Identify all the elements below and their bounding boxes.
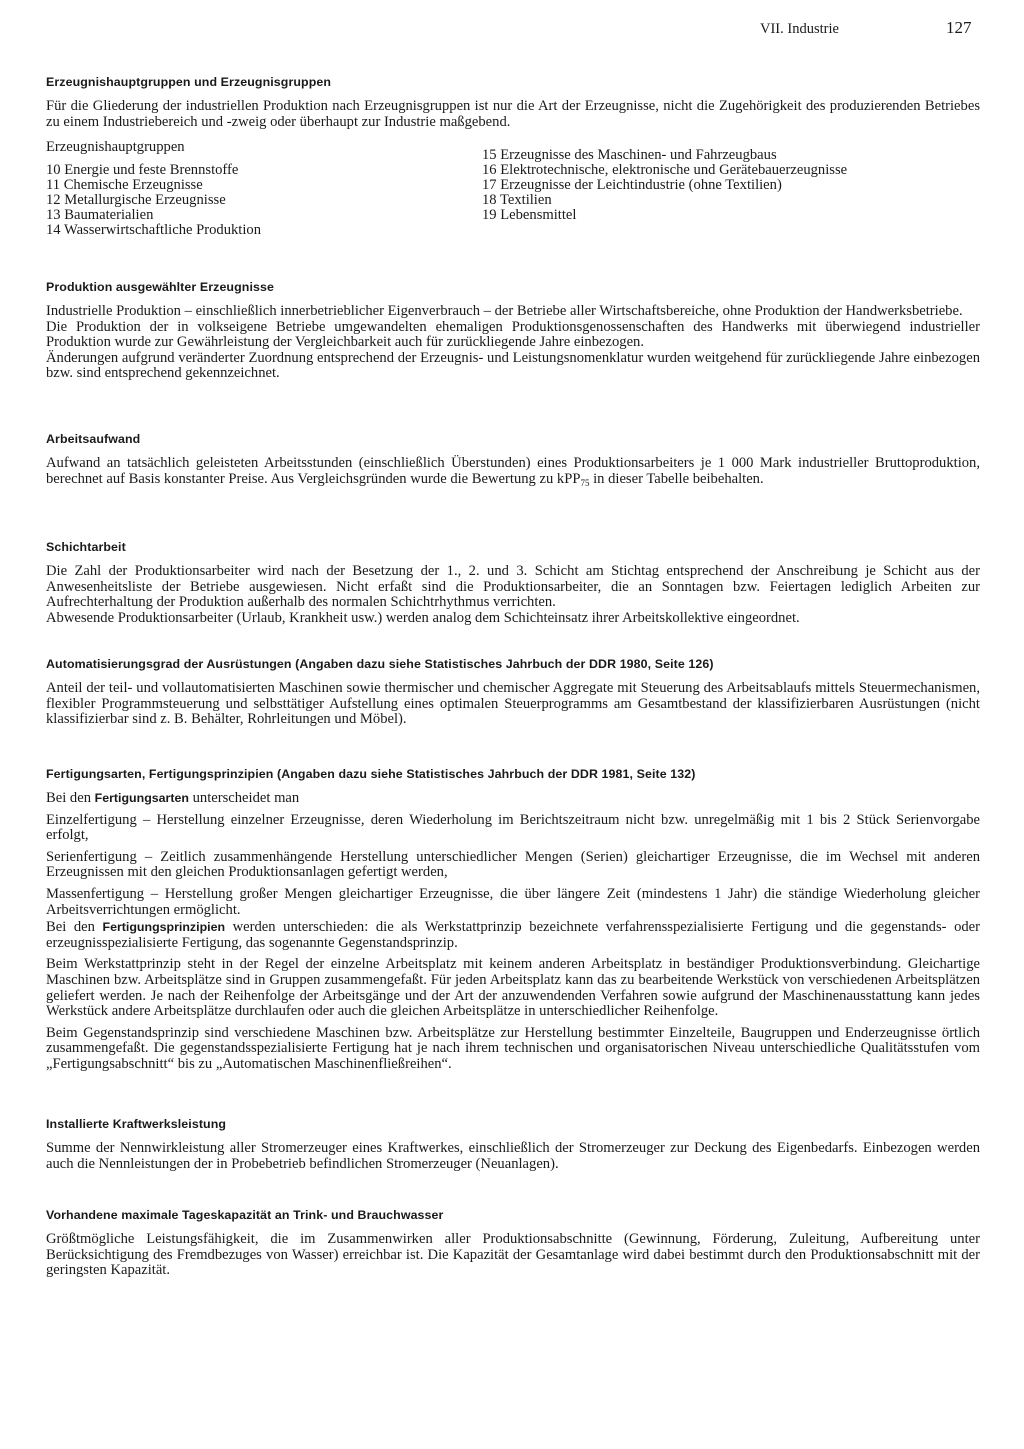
paragraph-text: unterscheidet man <box>188 790 300 806</box>
section-fertigungsarten <box>46 766 980 1076</box>
paragraph: Beim Gegenstandsprinzip sind verschiedene Maschinen bzw. Arbeitsplätze zur Herstellung bestimmter Einzelteile, Baugruppen und Enderzeugnisse örtlich zusammengefaßt. Die gegenstandsspezialisierte Fertigung hat je nach ihrem technischen und organisatorischen Niveau unterschiedliche Qualitätsstufen vom „Fertigungsabschnitt“ bis zu „Automatischen Maschinenfließreihen“. <box>46 1024 980 1072</box>
paragraph: Größtmögliche Leistungsfähigkeit, die im Zusammenwirken aller Produktionsabschnitte (Gewinnung, Förderung, Zuleitung, Aufbereitung unter Berücksichtigung des Fremdbezuges von Wasser) erreichbar ist. Die Kapazität der Gesamtanlage wird dabei bestimmt durch den Produktionsabschnitt mit der geringsten Kapazität. <box>46 1231 980 1279</box>
paragraph-text: werden unterschieden: die als Werkstattprinzip bezeichnete verfahrensspezialisierte Fertigung und die gegenstands- oder erzeugnisspezialisierte Fertigung, das sogenannte Gegenstandsprinzip. <box>46 919 980 951</box>
section-kraftwerksleistung <box>46 1116 980 1175</box>
section-heading: Installierte Kraftwerksleistung <box>46 1117 227 1131</box>
section-heading: Vorhandene maximale Tageskapazität an Trink- und Brauchwasser <box>46 1208 444 1222</box>
section-produktion <box>46 279 980 382</box>
paragraph-text: Bei den <box>46 919 103 936</box>
page-number: 127 <box>946 18 972 37</box>
emphasis: Fertigungsarten <box>94 791 189 805</box>
paragraph <box>46 920 980 951</box>
paragraph-text: Aufwand an tatsächlich geleisteten Arbeitsstunden (einschließlich Überstunden) eines Produktionsarbeiters je 1 000 Mark industrieller Bruttoproduktion, berechnet auf Basis konstanter Preise. Aus Vergleichsgründen wurde die Bewertung zu kPP <box>46 455 980 487</box>
paragraph: Anteil der teil- und vollautomatisierten Maschinen sowie thermischer und chemischer Aggregate mit Steuerung des Arbeitsablaufs mittels Steuermechanismen, flexibler Programmsteuerung und selbsttätiger Aufstellung eines optimalen Steuerprogramms am Gesamtbestand der klassifizierbaren Ausrüstungen (nicht klassifizierbar sind z. B. Behälter, Rohrleitungen und Möbel). <box>46 680 980 728</box>
list-item: 17 Erzeugnisse der Leichtindustrie (ohne Textilien) <box>482 176 782 193</box>
list-item: 12 Metallurgische Erzeugnisse <box>46 191 226 208</box>
paragraph: Änderungen aufgrund veränderter Zuordnung entsprechend der Erzeugnis- und Leistungsnomenklatur wurden weitgehend für zurückliegende Jahre einbezogen bzw. sind entsprechend gekennzeichnet. <box>46 349 980 382</box>
list-item: 16 Elektrotechnische, elektronische und Gerätebauerzeugnisse <box>482 161 848 178</box>
section-heading: Produktion ausgewählter Erzeugnisse <box>46 280 274 294</box>
list-item: 18 Textilien <box>482 191 552 208</box>
group-list-column-1 <box>46 158 482 238</box>
section-heading: Fertigungsarten, Fertigungsprinzipien (Angaben dazu siehe Statistisches Jahrbuch der DDR 1981, Seite 132) <box>46 767 696 781</box>
list-item: 11 Chemische Erzeugnisse <box>46 176 203 193</box>
paragraph <box>46 791 980 807</box>
paragraph: Abwesende Produktionsarbeiter (Urlaub, Krankheit usw.) werden analog dem Schichteinsatz ihrer Arbeitskollektive eingeordnet. <box>46 609 800 626</box>
list-item: 13 Baumaterialien <box>46 206 154 223</box>
section-heading: Arbeitsaufwand <box>46 432 141 446</box>
subscript: 75 <box>580 477 590 488</box>
paragraph-text: Bei den <box>46 790 95 806</box>
paragraph: Für die Gliederung der industriellen Produktion nach Erzeugnisgruppen ist nur die Art der Erzeugnisse, nicht die Zugehörigkeit des produzierenden Betriebes zu einem Industriebereich und -zweig oder überhaupt zur Industrie maßgebend. <box>46 98 980 130</box>
paragraph: Die Zahl der Produktionsarbeiter wird nach der Besetzung der 1., 2. und 3. Schicht am Stichtag entsprechend der Anschreibung je Schicht aus der Anwesenheitsliste der Betriebe ausgewiesen. Nicht erfaßt sind die Produktionsarbeiter, die an Sonntagen bzw. Feiertagen lediglich Arbeiten zur Aufrechterhaltung der Produktion außerhalb des normalen Schichtrhythmus verrichten. <box>46 563 980 611</box>
paragraph <box>46 456 980 491</box>
paragraph: Die Produktion der in volkseigene Betriebe umgewandelten ehemaligen Produktionsgenossenschaften des Handwerks mit überwiegend industrieller Produktion wurde zur Gewährleistung der Vergleichbarkeit auch für zurückliegende Jahre einbezogen. <box>46 318 980 351</box>
list-item: 10 Energie und feste Brennstoffe <box>46 161 239 178</box>
group-list-column-2 <box>482 148 962 238</box>
emphasis: Fertigungsprinzipien <box>102 920 226 935</box>
paragraph: Massenfertigung – Herstellung großer Mengen gleichartiger Erzeugnisse, die über längere Zeit (mindestens 1 Jahr) die ständige Wiederholung gleicher Arbeitsverrichtungen ermöglicht. <box>46 885 980 918</box>
paragraph-text: in dieser Tabelle beibehalten. <box>589 470 764 487</box>
section-automatisierungsgrad <box>46 656 980 731</box>
section-tageskapazitaet <box>46 1207 980 1282</box>
paragraph: Einzelfertigung – Herstellung einzelner Erzeugnisse, deren Wiederholung im Berichtszeitraum nicht bzw. unregelmäßig mit 1 bis 2 Stück Serienvorgabe erfolgt, <box>46 811 980 844</box>
section-erzeugnisgruppen <box>46 74 980 238</box>
section-heading: Erzeugnishauptgruppen und Erzeugnisgruppen <box>46 75 332 89</box>
list-item: 19 Lebensmittel <box>482 206 577 223</box>
section-heading: Schichtarbeit <box>46 540 126 554</box>
paragraph: Industrielle Produktion – einschließlich innerbetrieblicher Eigenverbrauch – der Betriebe aller Wirtschaftsbereiche, ohne Produktion der Handwerksbetriebe. <box>46 303 963 319</box>
section-heading: Automatisierungsgrad der Ausrüstungen (Angaben dazu siehe Statistisches Jahrbuch der DDR 1980, Seite 126) <box>46 657 714 671</box>
paragraph: Summe der Nennwirkleistung aller Stromerzeuger eines Kraftwerkes, einschließlich der Stromerzeuger zur Deckung des Eigenbedarfs. Einbezogen werden auch die Nennleistungen der in Probebetrieb befindlichen Stromerzeuger (Neuanlagen). <box>46 1140 980 1172</box>
list-item: 14 Wasserwirtschaftliche Produktion <box>46 221 261 238</box>
paragraph: Beim Werkstattprinzip steht in der Regel der einzelne Arbeitsplatz mit keinem anderen Arbeitsplatz in beständiger Produktionsverbindung. Gleichartige Maschinen bzw. Arbeitsplätze sind in Gruppen zusammengefaßt. Für jeden Arbeitsplatz kann das zu bearbeitende Werkstück von verschiedenen Arbeitsplätzen geliefert werden. Je nach der Reihenfolge der Arbeitsgänge und der Art der anzuwendenden Verfahren sowie aufgrund der Maschinenausstattung kann jedes Werkstück andere Arbeitsplätze durchlaufen oder auch die gleichen Arbeitsplätze in unterschiedlicher Reihenfolge. <box>46 956 980 1020</box>
paragraph: Serienfertigung – Zeitlich zusammenhängende Herstellung unterschiedlicher Mengen (Serien) gleichartiger Erzeugnisse, die im Wechsel mit anderen Erzeugnissen mit den gleichen Produktionsanlagen gefertigt werden, <box>46 848 980 881</box>
section-schichtarbeit <box>46 539 980 626</box>
running-head: VII. Industrie <box>760 21 839 37</box>
section-arbeitsaufwand <box>46 431 980 494</box>
list-item: 15 Erzeugnisse des Maschinen- und Fahrzeugbaus <box>482 146 777 163</box>
list-label: Erzeugnishauptgruppen <box>46 139 185 156</box>
